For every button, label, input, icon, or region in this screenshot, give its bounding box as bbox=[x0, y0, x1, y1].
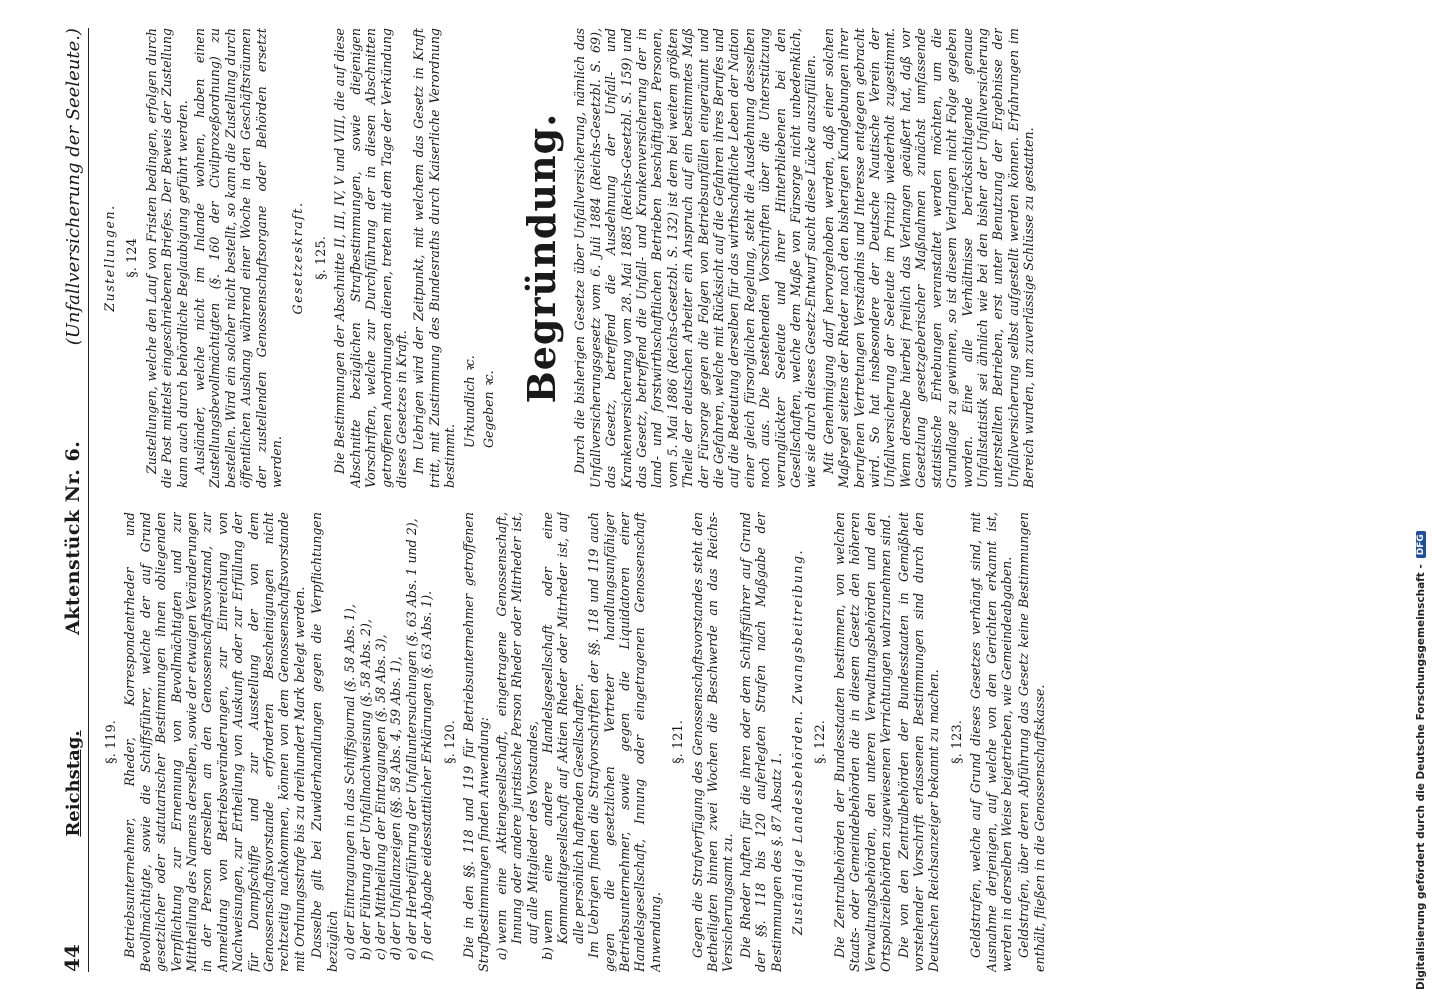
list-item: a)wenn eine Aktiengesellschaft, eingetragene Genossenschaft, Innung oder andere juristische Person Rheder oder Mitrheder ist, auf alle Mitglieder des Vorstandes, bbox=[493, 512, 540, 960]
section-122-paragraph: Die Zentralbehörden der Bundesstaaten bestimmen, von welchen Staats- oder Gemeindebehörden die in diesem Gesetz den höheren Verwaltungsbehörden, den unteren Verwaltungsbehörden und den Ortspolizeibehörden zugewiesenen Verrichtungen wahrzunehmen sind. bbox=[831, 512, 894, 972]
section-119-paragraph: Betriebsunternehmer, Rheder, Korrespondentrheder und Bevollmächtigte, sowie die Schiffsführer, welche der auf Grund gesetzlicher oder statutarischer Bestimmungen ihnen obliegenden Verpflichtung zur Ernennung von Bevollmächtigten und zur Mittheilung des Namens derselben, sowie der etwaigen Veränderungen in der Person derselben an den Genossenschaftsvorstand, zur Anmeldung von Betriebsveränderungen, zur Einreichung von Nachweisungen, zur Ertheilung von Auskunft oder zur Erfüllung der für Dampfschiffe und zur Ausstellung der von dem Genossenschaftsvorstande erforderten Bescheinigungen nicht rechtzeitig nachkommen, können von dem Genossenschaftsvorstande mit Ordnungsstrafe bis zu dreihundert Mark belegt werden. bbox=[122, 512, 307, 972]
begruendung-paragraph-1: Durch die bisherigen Gesetze über Unfallversicherung, nämlich das Unfallversicherungsgesetz vom 6. Juli 1884 (Reichs-Gesetzbl. S. 69), das Gesetz, betreffend die Ausdehnung der Unfall- und Krankenversicherung vom 28. Mai 1885 (Reichs-Gesetzbl. S. 159) und das Gesetz, betreffend die Unfall- und Krankenversicherung der in land- und forstwirthschaftlichen Betrieben beschäftigten Personen, vom 5. Mai 1886 (Reichs-Gesetzbl. S. 132) ist dem bei weitem größten Theile der deutschen Arbeiter ein Anspruch auf ein bestimmtes Maß der Fürsorge gegen die Folgen von Betriebsunfällen eingeräumt und die Gefahren, welche mit Rücksicht auf die Gefahren ihres Berufes und auf die Bedeutung derselben für das wirthschaftliche Leben der Nation einer gleich fürsorglichen Regelung, steht die Ausdehnung desselben noch aus. Die bestehenden Vorschriften über die Unterstützung verunglückter Seeleute und ihrer Hinterbliebenen bei den Gesellschaften, welche dem Maße von Fürsorge nicht unbedenklich, wie sie durch dieses Gesetz-Entwurf sucht diese Lücke auszufüllen. bbox=[572, 28, 819, 488]
section-122-paragraph-2: Die von den Zentralbehörden der Bundesstaaten in Gemäßheit vorstehender Vorschrift erlassenen Bestimmungen sind durch den Deutschen Reichsanzeiger bekannt zu machen. bbox=[895, 512, 942, 972]
section-124-paragraph: Zustellungen, welche den Lauf von Fristen bedingen, erfolgen durch die Post mittelst eingeschriebenen Briefes. Der Beweis der Zustellung kann auch durch behördliche Beglaubigung geführt werden. bbox=[143, 28, 190, 488]
header-subject: (Unfallversicherung der Seeleute.) bbox=[63, 28, 84, 346]
begruendung-paragraph-2: Mit Genehmigung darf hervorgehoben werden, daß einer solchen Maßregel seitens der Rheder nach den bisherigen Kundgebungen ihrer berufenen Vertretungen Verständnis und Interesse entgegen gebracht wird. So hat insbesondere der Deutsche Nautische Verein der Unfallversicherung der Seeleute im Prinzip wiederholt zugestimmt. Wenn derselbe hierbei freilich das Verlangen geäußert hat, daß vor Gesetzlung gesetzgeberischer Maßnahmen zunächst umfassende statistische Erhebungen veranstaltet werden möchten, um die Grundlage zu gewinnen, so ist diesem Verlangen nicht Folge gegeben worden. Eine alle Verhältnisse berücksichtigende genaue Unfallstatistik sei ähnlich wie bei den bisher der Unfallversicherung unterstellten Betrieben, erst unter Benutzung der Ergebnisse der Unfallversicherung selbst aufgestellt werden können. Erfahrungen im Bereich wurden, um zuverlässige Schlüsse zu gestatten. bbox=[820, 28, 1037, 488]
subheading-zustellungen: Zustellungen. bbox=[102, 204, 117, 312]
digitization-notice bbox=[1410, 6, 1430, 994]
list-item: d)der Unfallanzeigen (§§. 58 Abs. 4, 59 Abs. 1), bbox=[388, 656, 404, 960]
subheading-gesetzeskraft: Gesetzeskraft. bbox=[290, 201, 306, 315]
section-125-paragraph: Die Bestimmungen der Abschnitte II, III, IV, V und VIII, die auf diese Abschnitte bezüglichen Strafbestimmungen, sowie diejenigen Vorschriften, welche zur Durchführung der in diesen Abschnitten getroffenen Anordnungen dienen, treten mit dem Tage der Verkündung dieses Gesetzes in Kraft. bbox=[332, 28, 409, 488]
section-122-heading: §. 122. bbox=[813, 720, 829, 764]
title-begruendung: Begründung. bbox=[519, 112, 565, 404]
section-123-paragraph-2: Geldstrafen, über deren Abführung das Gesetz keine Bestimmungen enthält, fließen in die Genossenschaftskasse. bbox=[1016, 512, 1047, 972]
section-120-paragraph-2: Im Uebrigen finden die Strafvorschriften der §§. 118 und 119 auch gegen die gesetzlichen Vertreter handlungsunfähiger Betriebsunternehmer, sowie gegen die Liquidatoren einer Handelsgesellschaft, Innung oder eingetragenen Genossenschaft Anwendung. bbox=[586, 512, 663, 972]
subheading-landesbehoerden: Zuständige Landesbehörden. Zwangsbeitreibung. bbox=[790, 548, 806, 936]
signoff-gegeben: Gegeben ꝛc. bbox=[480, 370, 496, 448]
header-aktenstueck: Aktenstück Nr. 6. bbox=[62, 440, 84, 636]
section-124-paragraph-2: Ausländer, welche nicht im Inlande wohnen, haben einen Zustellungsbevollmächtigten (§. 160 der Civilprozeßordnung) zu bestellen. Wird ein solcher nicht bestellt, so kann die Zustellung durch öffentlichen Aushang während einer Woche in den Geschäftsräumen der zustellenden Genossenschaftsorgane oder Behörden ersetzt werden. bbox=[192, 28, 285, 488]
list-item: f)der Abgabe eidesstattlicher Erklärungen (§. 63 Abs. 1). bbox=[419, 590, 435, 960]
section-119-heading: §. 119. bbox=[104, 720, 119, 764]
right-column bbox=[96, 28, 1386, 488]
section-124-heading: §. 124 bbox=[125, 238, 141, 278]
left-column bbox=[96, 512, 1386, 972]
list-item: c)der Mittheilung der Eintragungen (§. 58 Abs. 3), bbox=[372, 634, 388, 960]
header-reichstag: Reichstag. bbox=[63, 730, 84, 837]
list-item: e)der Herbeiführung der Unfalluntersuchungen (§. 63 Abs. 1 und 2), bbox=[403, 518, 419, 960]
list-item: a)der Eintragungen in das Schiffsjournal (§. 58 Abs. 1), bbox=[342, 604, 358, 960]
section-120-paragraph: Die in den §§. 118 und 119 für Betriebsunternehmer getroffenen Strafbestimmungen finden Anwendung: bbox=[460, 512, 492, 972]
list-item: b)wenn eine andere Handelsgesellschaft oder eine Kommanditgesellschaft auf Aktien Rheder oder Mitrheder ist, auf alle persönlich haftenden Gesellschafter. bbox=[539, 512, 586, 960]
section-121-paragraph: Gegen die Strafverfügung des Genossenschaftsvorstandes steht den Betheiligten binnen zwei Wochen die Beschwerde an das Reichs-Versicherungsamt zu. bbox=[689, 512, 736, 972]
page-number: 44 bbox=[60, 944, 84, 972]
section-125-heading: §. 125. bbox=[313, 236, 329, 280]
digitization-text: Digitalisierung gefördert durch die Deutsche Forschungsgemeinschaft - bbox=[1415, 564, 1427, 990]
section-120-heading: §. 120. bbox=[442, 720, 458, 764]
section-123-heading: §. 123. bbox=[949, 720, 965, 764]
section-119-list bbox=[342, 512, 434, 972]
section-121-heading: §. 121. bbox=[671, 720, 687, 764]
section-121-paragraph-2: Die Rheder haften für die ihren oder dem Schiffsführer auf Grund der §§. 118 bis 120 auferlegten Strafen nach Maßgabe der Bestimmungen des §. 87 Absatz 1. bbox=[737, 512, 784, 972]
page-header bbox=[48, 28, 89, 972]
section-125-paragraph-2: Im Uebrigen wird der Zeitpunkt, mit welchem das Gesetz in Kraft tritt, mit Zustimmung des Bundesraths durch Kaiserliche Verordnung bestimmt. bbox=[411, 28, 458, 488]
list-item: b)der Führung der Unfallnachweisung (§. 58 Abs. 2), bbox=[357, 619, 373, 960]
dfg-logo: DFG bbox=[1416, 531, 1426, 558]
section-119-paragraph-2: Dasselbe gilt bei Zuwiderhandlungen gegen die Verpflichtungen bezüglich bbox=[309, 512, 340, 972]
section-120-list bbox=[494, 512, 586, 972]
signoff-urkundlich: Urkundlich ꝛc. bbox=[461, 355, 477, 448]
section-123-paragraph: Geldstrafen, welche auf Grund dieses Gesetzes verhängt sind, mit Ausnahme derjenigen, auf welche von den Gerichten erkannt ist, werden in derselben Weise beigetrieben, wie Gemeindeabgaben. bbox=[968, 512, 1014, 972]
